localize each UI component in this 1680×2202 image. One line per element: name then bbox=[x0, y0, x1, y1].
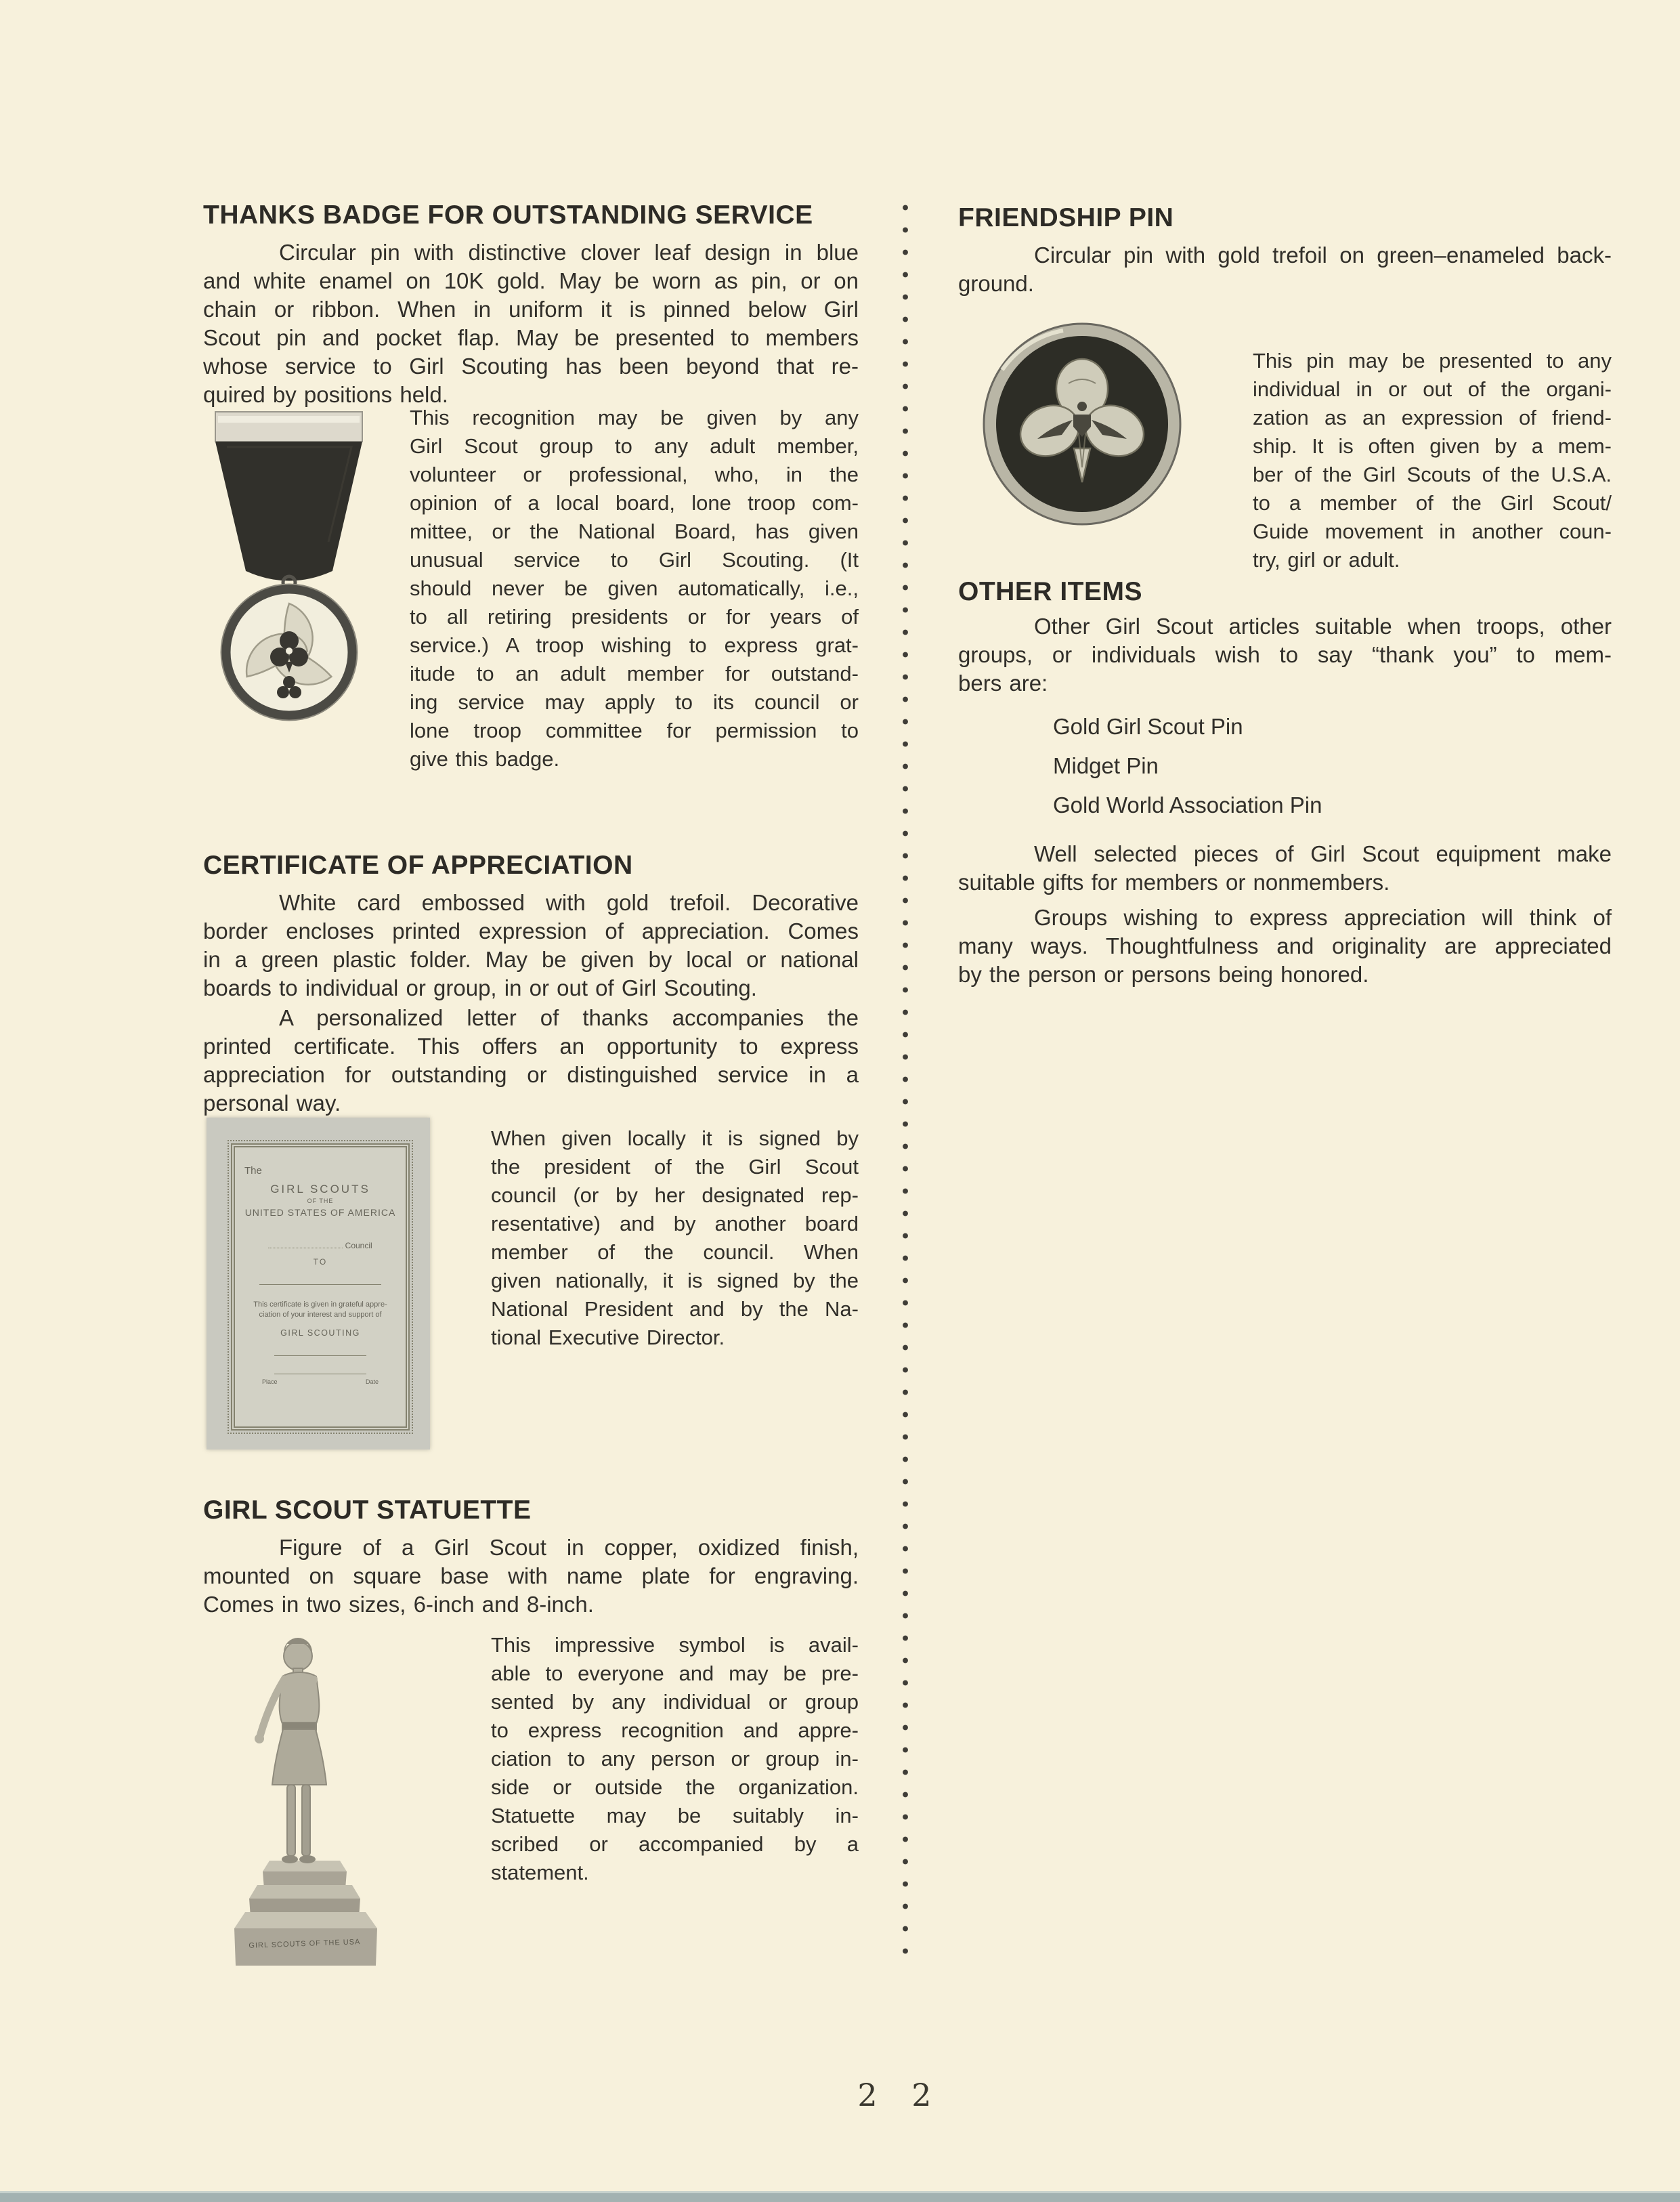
friendship-pin-illustration bbox=[982, 322, 1182, 526]
other-items-entry-world-pin: Gold World Association Pin bbox=[1053, 792, 1322, 818]
thanks-badge-heading: THANKS BADGE FOR OUTSTANDING SERVICE bbox=[203, 200, 813, 230]
statuette-detail: This impressive symbol is avail- able to everyone and may be pre- sented by any individual or group to express recognition and appre- ciation to any person or group in- side or outside the organization. Statuette may be suitably in- scribed or accompanied by a statement. bbox=[491, 1633, 859, 1884]
certificate-title-girl-scouts: GIRL SCOUTS bbox=[270, 1183, 370, 1195]
certificate-para-1: White card embossed with gold trefoil. Decorative border encloses printed expression of appreciation. Comes in a green plastic folder. May be given by local or national boards to individual or group, in or out of Girl Scouting. bbox=[203, 890, 859, 1000]
statuette-figure bbox=[255, 1638, 326, 1863]
bottom-edge-band bbox=[0, 2191, 1680, 2202]
medal-ribbon bbox=[215, 442, 362, 581]
friendship-pin-heading: FRIENDSHIP PIN bbox=[958, 203, 1174, 232]
other-items-entry-midget-pin: Midget Pin bbox=[1053, 753, 1159, 778]
other-items-para: Other Girl Scout articles suitable when troops, other groups, or individuals wish to say “thank you” to mem- bers are: bbox=[958, 614, 1612, 696]
certificate-to: TO bbox=[313, 1257, 328, 1267]
statuette-base bbox=[234, 1861, 377, 1966]
medal-clasp-highlight bbox=[218, 416, 360, 423]
page-number: 2 2 bbox=[857, 2077, 944, 2113]
friendship-pin-intro: Circular pin with gold trefoil on green–enameled back- ground. bbox=[958, 242, 1612, 296]
thanks-badge-detail: This recognition may be given by any Girl Scout group to any adult member, volunteer or professional, who, in the opinion of a local board, lone troop com- mittee, or the National Board, has given unusual service to Girl Scouting. (It should never be given automatically, i.e., to all retiring presidents or for years of service.) A troop wishing to express grat- itude to an adult member for outstand- ing service may apply to its council or lone troop committee for permission to give this badge. bbox=[410, 406, 859, 771]
thanks-badge-medal-illustration bbox=[207, 406, 372, 732]
certificate-title-usa: UNITED STATES OF AMERICA bbox=[244, 1207, 396, 1218]
certificate-illustration bbox=[207, 1118, 430, 1449]
certificate-title-of-the: OF THE bbox=[307, 1198, 334, 1204]
other-items-para-2: Well selected pieces of Girl Scout equipment make suitable gifts for members or nonmembers. bbox=[958, 841, 1612, 895]
certificate-council-line: Council bbox=[235, 1241, 406, 1250]
certificate-heading: CERTIFICATE OF APPRECIATION bbox=[203, 851, 633, 880]
other-items-heading: OTHER ITEMS bbox=[958, 577, 1143, 606]
thanks-badge-intro: Circular pin with distinctive clover leaf design in blue and white enamel on 10K gold. May be worn as pin, or on chain or ribbon. When in uniform it is pinned below Girl Scout pin and pocket flap. May be presented to members whose service to Girl Scouting has been beyond that re- quired by positions held. bbox=[203, 240, 859, 407]
certificate-word-the: The bbox=[244, 1165, 262, 1177]
statuette-para: Figure of a Girl Scout in copper, oxidized finish, mounted on square base with name plate for engraving. Comes in two sizes, 6-inch and 8-inch. bbox=[203, 1535, 859, 1617]
certificate-para-2: A personalized letter of thanks accompanies the printed certificate. This offers an opportunity to express appreciation for outstanding or distinguished service in a personal way. bbox=[203, 1005, 859, 1116]
friendship-pin-detail: This pin may be presented to any individual in or out of the organi- zation as an expression of friend- ship. It is often given by a mem- ber of the Girl Scouts of the U.S.A. to a member of the Girl Scout/ Guide movement in another coun- try, girl or adult. bbox=[1253, 349, 1612, 572]
certificate-body: This certificate is given in grateful appre- ciation of your interest and support of bbox=[253, 1300, 387, 1319]
certificate-signature-line-1 bbox=[274, 1355, 366, 1356]
certificate-rule bbox=[259, 1284, 381, 1285]
statuette-illustration bbox=[217, 1622, 413, 1974]
other-items-para-3: Groups wishing to express appreciation will think of many ways. Thoughtfulness and originality are appreciated by the person or persons being honored. bbox=[958, 905, 1612, 987]
certificate-footer: Place Date bbox=[262, 1378, 379, 1385]
other-items-entry-gold-pin: Gold Girl Scout Pin bbox=[1053, 714, 1243, 739]
statuette-heading: GIRL SCOUT STATUETTE bbox=[203, 1496, 532, 1525]
column-divider-dots bbox=[901, 196, 909, 1964]
statuette-base-label: GIRL SCOUTS OF THE USA bbox=[249, 1938, 361, 1950]
certificate-detail: When given locally it is signed by the president of the Girl Scout council (or by her designated rep- resentative) and by another board member of the council. When given nationally, it is signed by the National President and by the Na- tional Executive Director. bbox=[491, 1126, 859, 1349]
certificate-girl-scouting: GIRL SCOUTING bbox=[280, 1328, 360, 1338]
certificate-card bbox=[231, 1143, 410, 1431]
medal-center-dot bbox=[286, 648, 293, 654]
